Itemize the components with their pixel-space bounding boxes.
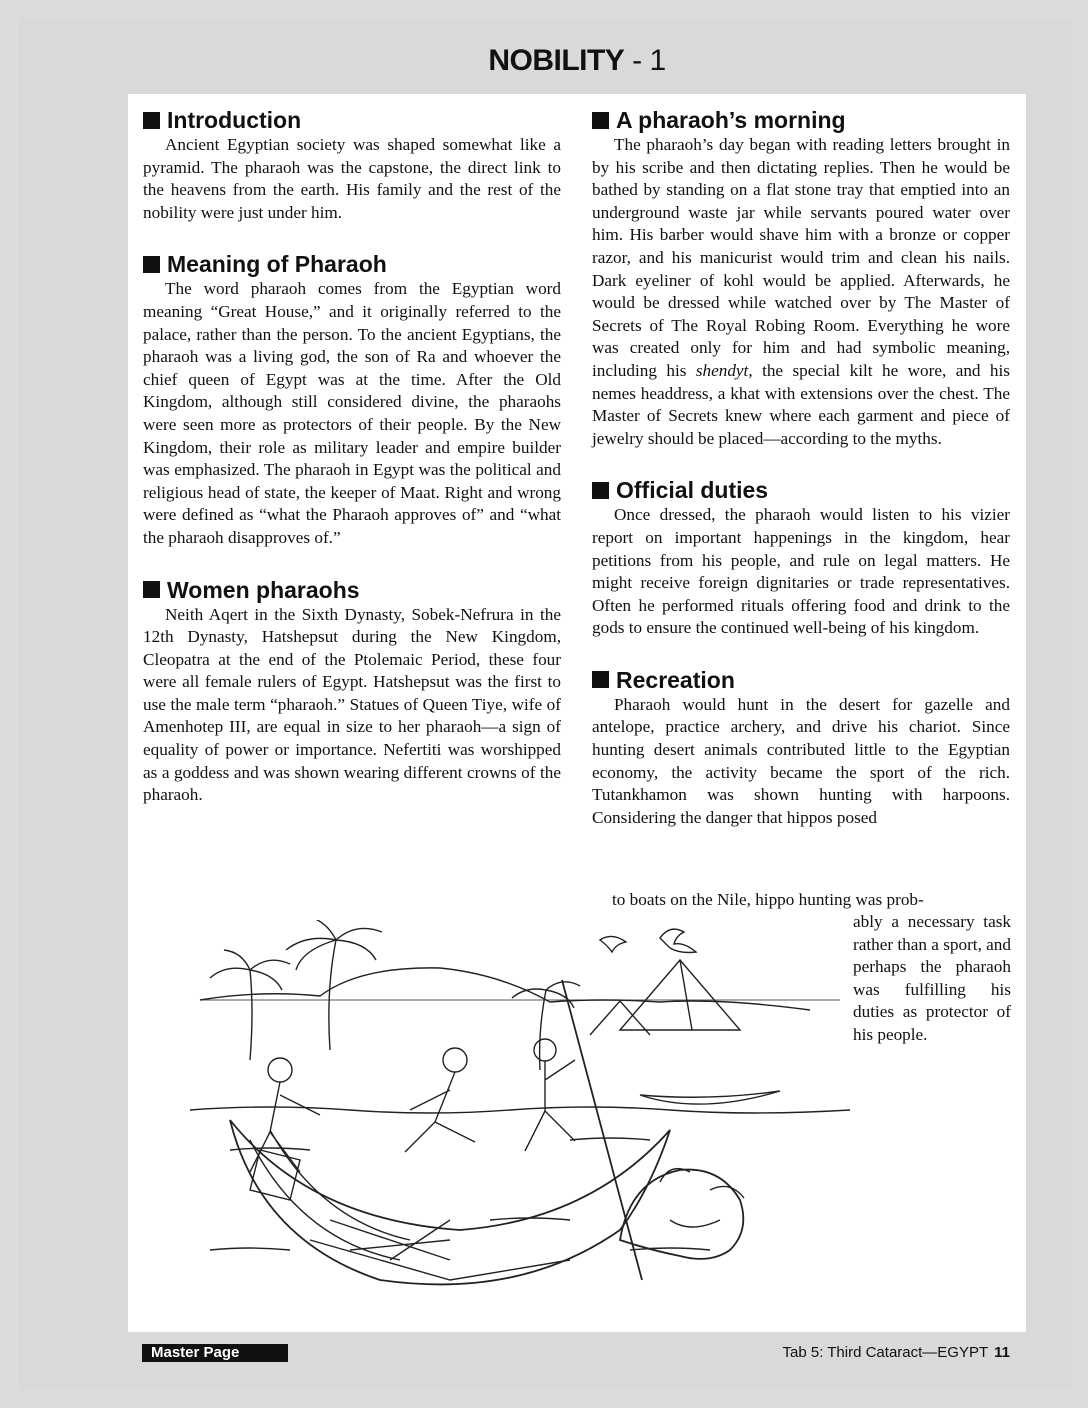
page-title-suffix: - 1 xyxy=(624,44,666,77)
square-bullet-icon xyxy=(143,581,160,598)
section-recreation xyxy=(592,666,1010,830)
right-column xyxy=(592,106,1010,829)
section-body: Ancient Egyptian society was shaped somewhat like a pyramid. The pharaoh was the capstone, the direct link to the heavens from the earth. His family and the rest of the nobility were just under him. xyxy=(143,135,561,222)
section-body: Once dressed, the pharaoh would listen to his vizier report on important happenings in the kingdom, hear petitions from his people, and rule on legal matters. He might receive foreign dignitaries or trade representatives. Often he performed rituals offering food and drink to the gods to ensure the continued well-being of his kingdom. xyxy=(592,505,1010,638)
square-bullet-icon xyxy=(592,112,609,129)
section-body xyxy=(592,134,1010,450)
section-body: Pharaoh would hunt in the desert for gazelle and antelope, practice archery, and drive his chariot. Since hunting desert animals contributed little to the Egyptian economy, the activity became the sport of the rich. Tutankhamon was shown hunting with harpoons. Considering the danger that hippos posed xyxy=(592,694,1010,827)
page-title xyxy=(0,44,1088,78)
page-title-main: NOBILITY xyxy=(488,44,625,77)
footer-right xyxy=(783,1344,1011,1362)
square-bullet-icon xyxy=(592,671,609,688)
footer-tab-label: Tab 5: Third Cataract—EGYPT xyxy=(782,1344,989,1361)
section-heading xyxy=(592,476,1010,504)
square-bullet-icon xyxy=(143,256,160,273)
recreation-wrap-text: ably a necessary task rather than a sport, and perhaps the pharaoh was fulfilling his duties as protector of his people. xyxy=(853,912,1011,1044)
left-column xyxy=(143,106,561,807)
section-body: The word pharaoh comes from the Egyptian word meaning “Great House,” and it originally referred to the palace, rather than the person. To the ancient Egyptians, the pharaoh was a living god, the son of Ra and whoever the chief queen of Egypt was at the time. After the Old Kingdom, although still considered divine, the pharaohs were seen more as protectors of their people. By the New Kingdom, their role as military leader and empire builder was emphasized. The pharaoh in Egypt was the political and religious head of state, the keeper of Maat. Right and wrong were defined as “what the Pharaoh approves of” and “what the pharaoh disapproves of.” xyxy=(143,279,561,547)
section-pharaohs-morning xyxy=(592,106,1010,450)
hippo-hunt-illustration-icon xyxy=(190,920,850,1320)
recreation-narrow-line: to boats on the Nile, hippo hunting was prob- xyxy=(612,890,924,909)
section-body: Neith Aqert in the Sixth Dynasty, Sobek-Nefrura in the 12th Dynasty, Hatshepsut during the New Kingdom, Cleopatra at the end of the Ptolemaic Period, these four were all female rulers of Egypt. Hatshepsut was the first to use the male term “pharaoh.” Statues of Queen Tiye, wife of Amenhotep III, are equal in size to her pharaoh—a sign of equality of power or importance. Nefertiti was worshipped as a goddess and was shown wearing different crowns of the pharaoh. xyxy=(143,604,561,805)
section-women-pharaohs xyxy=(143,576,561,807)
section-heading xyxy=(143,576,561,604)
square-bullet-icon xyxy=(592,482,609,499)
section-introduction xyxy=(143,106,561,224)
heading-text: Introduction xyxy=(167,107,302,133)
section-meaning-of-pharaoh xyxy=(143,250,561,549)
heading-text: Meaning of Pharaoh xyxy=(167,251,387,278)
italic-term: shendyt xyxy=(695,360,749,380)
section-heading xyxy=(592,666,1010,694)
heading-text: Women pharaohs xyxy=(167,576,360,603)
heading-text: Recreation xyxy=(616,666,735,693)
body-text: The pharaoh’s day began with reading letters brought in by his scribe and then dictating replies. Then he would be bathed by standing on a flat stone tray that emptied into an underground waste jar while servants poured water over him. His barber would shave him with a bronze or copper razor, and his manicurist would trim and clean his nails. Dark eyeliner of kohl would be applied. Afterwards, he would be dressed while watched over by The Master of Secrets of The Royal Robing Room. Everything he wore was created only for him and had symbolic meaning, including his xyxy=(592,135,1010,380)
section-heading xyxy=(143,106,561,134)
footer-master-page-label: Master Page xyxy=(142,1344,288,1362)
page-number: 11 xyxy=(994,1344,1010,1361)
heading-text: A pharaoh’s morning xyxy=(616,107,846,133)
square-bullet-icon xyxy=(143,112,160,129)
section-heading xyxy=(143,250,561,278)
body-text: , the special kilt he wore, and his nemes headdress, a khat with extensions over the chest. The Master of Secrets knew where each garment and piece of jewelry should be placed—according to the myths. xyxy=(592,360,1010,448)
heading-text: Official duties xyxy=(616,477,769,504)
section-heading xyxy=(592,106,1010,134)
section-official-duties xyxy=(592,476,1010,640)
